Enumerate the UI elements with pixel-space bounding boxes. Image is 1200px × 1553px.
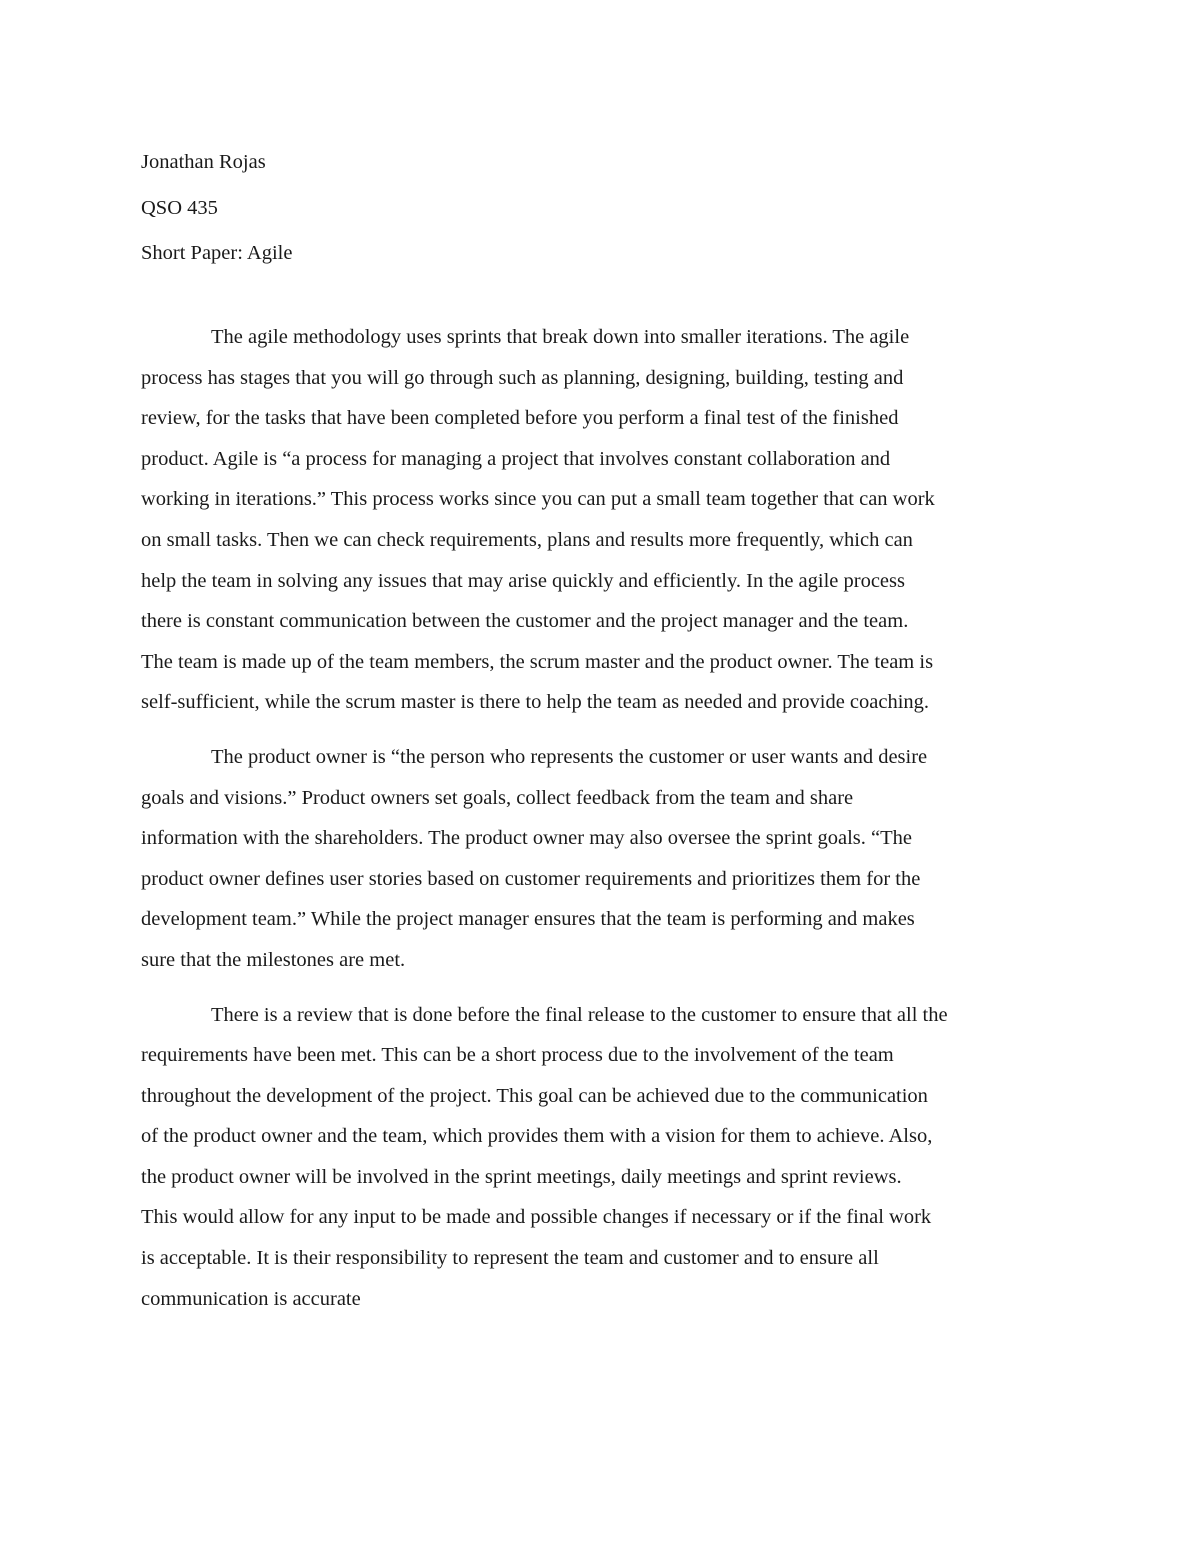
- paragraph-line: The team is made up of the team members, the scrum master and the product owner. The team is: [141, 650, 934, 673]
- course-code: QSO 435: [141, 196, 218, 219]
- paragraph-line: is acceptable. It is their responsibility to represent the team and customer and to ensure all: [141, 1247, 879, 1270]
- paragraph-line: This would allow for any input to be made and possible changes if necessary or if the final work: [141, 1206, 932, 1229]
- document-header: [141, 140, 1061, 277]
- paragraph-line: self-sufficient, while the scrum master is there to help the team as needed and provide coaching.: [141, 691, 930, 714]
- paragraph-2: [141, 737, 1061, 981]
- paragraph-line: goals and visions.” Product owners set goals, collect feedback from the team and share: [141, 786, 854, 809]
- paragraph-line: the product owner will be involved in the sprint meetings, daily meetings and sprint reviews.: [141, 1165, 902, 1188]
- paragraph-line: The product owner is “the person who represents the customer or user wants and desire: [211, 745, 928, 768]
- paragraph-3: [141, 995, 1061, 1320]
- document-body: [141, 317, 1061, 1319]
- paragraph-line: sure that the milestones are met.: [141, 948, 406, 971]
- paragraph-line: There is a review that is done before the final release to the customer to ensure that all the: [211, 1003, 948, 1026]
- paragraph-line: on small tasks. Then we can check requirements, plans and results more frequently, which can: [141, 528, 913, 551]
- paragraph-line: throughout the development of the project. This goal can be achieved due to the communication: [141, 1084, 928, 1107]
- author-name: Jonathan Rojas: [141, 151, 266, 173]
- paragraph-line: process has stages that you will go through such as planning, designing, building, testing and: [141, 366, 904, 389]
- paragraph-line: of the product owner and the team, which provides them with a vision for them to achieve. Also,: [141, 1125, 933, 1148]
- paragraph-line: communication is accurate: [141, 1287, 361, 1310]
- paragraph-line: review, for the tasks that have been completed before you perform a final test of the finished: [141, 407, 899, 430]
- paragraph-line: there is constant communication between the customer and the project manager and the team.: [141, 610, 909, 633]
- assignment-title: Short Paper: Agile: [141, 242, 293, 264]
- paragraph-line: working in iterations.” This process works since you can put a small team together that can work: [141, 488, 935, 511]
- paragraph-line: product. Agile is “a process for managing a project that involves constant collaboration and: [141, 447, 891, 470]
- paragraph-1: [141, 317, 1061, 723]
- paragraph-line: help the team in solving any issues that may arise quickly and efficiently. In the agile process: [141, 569, 905, 592]
- paragraph-line: product owner defines user stories based on customer requirements and prioritizes them for the: [141, 867, 921, 890]
- paragraph-line: The agile methodology uses sprints that break down into smaller iterations. The agile: [211, 326, 910, 348]
- paragraph-line: information with the shareholders. The product owner may also oversee the sprint goals. “The: [141, 827, 913, 850]
- paragraph-line: development team.” While the project manager ensures that the team is performing and makes: [141, 908, 915, 931]
- paragraph-line: requirements have been met. This can be a short process due to the involvement of the team: [141, 1044, 894, 1067]
